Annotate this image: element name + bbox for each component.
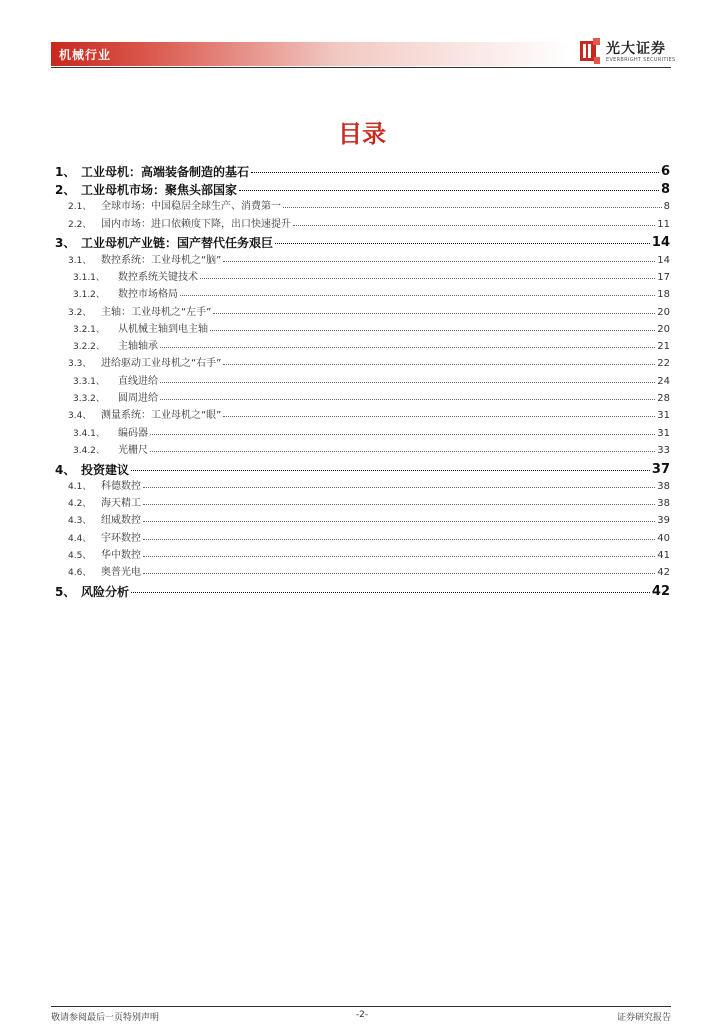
toc-entry-label: 工业母机：高端装备制造的基石: [81, 164, 250, 179]
header-divider: [51, 67, 671, 68]
toc-entry-page: 28: [657, 393, 670, 405]
toc-dot-leader: [160, 398, 655, 400]
toc-dot-leader: [143, 486, 655, 488]
toc-entry-label: 进给驱动工业母机之“右手”: [101, 358, 222, 370]
toc-dot-leader: [180, 294, 655, 296]
toc-dot-leader: [160, 346, 655, 348]
table-of-contents: [55, 160, 670, 599]
toc-entry-number: 5、: [55, 584, 76, 599]
toc-dot-leader: [251, 171, 659, 173]
toc-entry[interactable]: [55, 268, 670, 285]
toc-dot-leader: [143, 520, 655, 522]
toc-dot-leader: [239, 189, 659, 191]
toc-entry-label: 工业母机产业链：国产替代任务艰巨: [81, 236, 274, 251]
toc-entry[interactable]: [55, 302, 670, 319]
toc-entry-page: 8: [660, 182, 670, 198]
toc-entry-number: 3.4.2、: [73, 445, 105, 456]
toc-dot-leader: [131, 591, 650, 593]
toc-entry[interactable]: [55, 197, 670, 214]
toc-entry-page: 33: [657, 444, 670, 456]
toc-entry-number: 4、: [55, 462, 76, 477]
toc-entry[interactable]: [55, 511, 670, 528]
toc-entry[interactable]: [55, 232, 670, 251]
toc-entry-label: 主轴：工业母机之“左手”: [101, 306, 212, 318]
toc-entry-label: 光栅尺: [118, 444, 148, 456]
logo-english-name: EVERBRIGHT SECURITIES: [606, 57, 676, 63]
toc-entry[interactable]: [55, 160, 670, 179]
toc-entry-number: 2、: [55, 183, 76, 198]
toc-entry[interactable]: [55, 337, 670, 354]
toc-entry-page: 6: [660, 163, 670, 179]
toc-entry[interactable]: [55, 528, 670, 545]
toc-entry-label: 国内市场：进口依赖度下降，出口快速提升: [101, 218, 291, 230]
toc-entry-number: 3.1.1、: [73, 272, 105, 283]
toc-entry-number: 3.2.2、: [73, 342, 105, 353]
toc-entry-page: 37: [651, 461, 670, 477]
toc-entry[interactable]: [55, 563, 670, 580]
toc-entry-label: 工业母机市场：聚焦头部国家: [81, 183, 238, 198]
toc-entry[interactable]: [55, 494, 670, 511]
toc-entry-page: 41: [657, 550, 670, 562]
toc-dot-leader: [150, 450, 655, 452]
toc-entry[interactable]: [55, 285, 670, 302]
footer-disclaimer: 敬请参阅最后一页特别声明: [51, 1013, 160, 1023]
toc-entry-page: 31: [657, 427, 670, 439]
logo-mark-icon: [580, 38, 600, 64]
toc-entry[interactable]: [55, 423, 670, 440]
toc-entry-number: 4.2、: [68, 499, 92, 510]
footer-page-number: -2-: [355, 1010, 369, 1020]
toc-entry-page: 11: [657, 218, 670, 230]
toc-entry-page: 42: [657, 567, 670, 579]
toc-entry[interactable]: [55, 580, 670, 599]
toc-entry[interactable]: [55, 179, 670, 198]
toc-entry[interactable]: [55, 250, 670, 267]
toc-entry-page: 14: [657, 254, 670, 266]
toc-dot-leader: [223, 260, 655, 262]
toc-entry[interactable]: [55, 477, 670, 494]
toc-entry-number: 3.3、: [68, 359, 92, 370]
toc-entry[interactable]: [55, 214, 670, 231]
toc-dot-leader: [143, 503, 655, 505]
toc-entry-number: 3.3.1、: [73, 376, 105, 387]
toc-entry-number: 3.4.1、: [73, 428, 105, 439]
section-label: 机械行业: [59, 48, 112, 62]
toc-entry-page: 22: [657, 358, 670, 370]
toc-entry-label: 全球市场：中国稳居全球生产、消费第一: [101, 201, 281, 213]
footer-divider: [51, 1006, 671, 1007]
toc-entry-label: 科德数控: [101, 480, 141, 492]
toc-entry[interactable]: [55, 320, 670, 337]
toc-entry-page: 8: [663, 201, 670, 213]
toc-entry[interactable]: [55, 406, 670, 423]
toc-dot-leader: [223, 363, 655, 365]
toc-entry-label: 圆周进给: [118, 393, 158, 405]
toc-dot-leader: [160, 381, 655, 383]
toc-entry-number: 3.2.1、: [73, 324, 105, 335]
toc-entry-page: 20: [657, 323, 670, 335]
page-title: 目录: [338, 120, 386, 148]
toc-entry-label: 主轴轴承: [118, 341, 158, 353]
toc-entry[interactable]: [55, 354, 670, 371]
toc-dot-leader: [293, 224, 655, 226]
toc-dot-leader: [223, 415, 655, 417]
toc-entry[interactable]: [55, 458, 670, 477]
toc-dot-leader: [283, 206, 662, 208]
toc-dot-leader: [143, 555, 655, 557]
toc-entry-number: 4.1、: [68, 481, 92, 492]
toc-entry-number: 3、: [55, 236, 76, 251]
toc-entry-number: 3.3.2、: [73, 394, 105, 405]
toc-entry-number: 2.1、: [68, 202, 92, 213]
toc-entry-label: 投资建议: [81, 462, 130, 477]
toc-entry-label: 风险分析: [81, 584, 130, 599]
toc-dot-leader: [210, 329, 655, 331]
toc-entry-number: 3.1.2、: [73, 290, 105, 301]
toc-dot-leader: [143, 572, 655, 574]
toc-entry[interactable]: [55, 389, 670, 406]
toc-dot-leader: [200, 277, 655, 279]
toc-dot-leader: [213, 312, 655, 314]
toc-dot-leader: [275, 242, 650, 244]
toc-entry-page: 40: [657, 532, 670, 544]
toc-entry-page: 17: [657, 271, 670, 283]
toc-entry-label: 数控系统：工业母机之“脑”: [101, 254, 222, 266]
toc-dot-leader: [150, 433, 655, 435]
toc-entry-number: 2.2、: [68, 219, 92, 230]
toc-dot-leader: [143, 538, 655, 540]
toc-entry-page: 38: [657, 498, 670, 510]
toc-entry[interactable]: [55, 371, 670, 388]
toc-entry-label: 纽威数控: [101, 515, 141, 527]
toc-entry-number: 3.4、: [68, 411, 92, 422]
company-logo: [580, 38, 690, 66]
toc-entry-number: 3.1、: [68, 255, 92, 266]
toc-entry-label: 测量系统：工业母机之“眼”: [101, 410, 222, 422]
toc-entry-page: 42: [651, 583, 670, 599]
toc-entry-page: 18: [657, 289, 670, 301]
toc-entry-label: 直线进给: [118, 375, 158, 387]
toc-entry[interactable]: [55, 546, 670, 563]
toc-entry-label: 编码器: [118, 427, 148, 439]
toc-entry-number: 4.4、: [68, 533, 92, 544]
logo-chinese-name: 光大证券: [606, 41, 666, 57]
toc-entry-number: 4.5、: [68, 551, 92, 562]
toc-entry-label: 海天精工: [101, 498, 141, 510]
toc-entry-page: 38: [657, 480, 670, 492]
footer-report-type: 证券研究报告: [616, 1013, 671, 1023]
toc-entry-page: 14: [651, 235, 670, 251]
toc-entry[interactable]: [55, 441, 670, 458]
toc-entry-page: 39: [657, 515, 670, 527]
toc-entry-page: 21: [657, 341, 670, 353]
toc-entry-number: 4.6、: [68, 568, 92, 579]
toc-entry-label: 奥普光电: [101, 567, 141, 579]
toc-entry-label: 宇环数控: [101, 532, 141, 544]
header-section-band: [51, 42, 571, 66]
toc-entry-number: 1、: [55, 164, 76, 179]
toc-entry-page: 20: [657, 306, 670, 318]
toc-dot-leader: [131, 469, 650, 471]
toc-entry-number: 3.2、: [68, 307, 92, 318]
toc-entry-label: 数控市场格局: [118, 289, 178, 301]
toc-entry-label: 从机械主轴到电主轴: [118, 323, 208, 335]
toc-entry-label: 华中数控: [101, 550, 141, 562]
toc-entry-page: 24: [657, 375, 670, 387]
toc-entry-label: 数控系统关键技术: [118, 271, 198, 283]
toc-entry-number: 4.3、: [68, 516, 92, 527]
toc-entry-page: 31: [657, 410, 670, 422]
